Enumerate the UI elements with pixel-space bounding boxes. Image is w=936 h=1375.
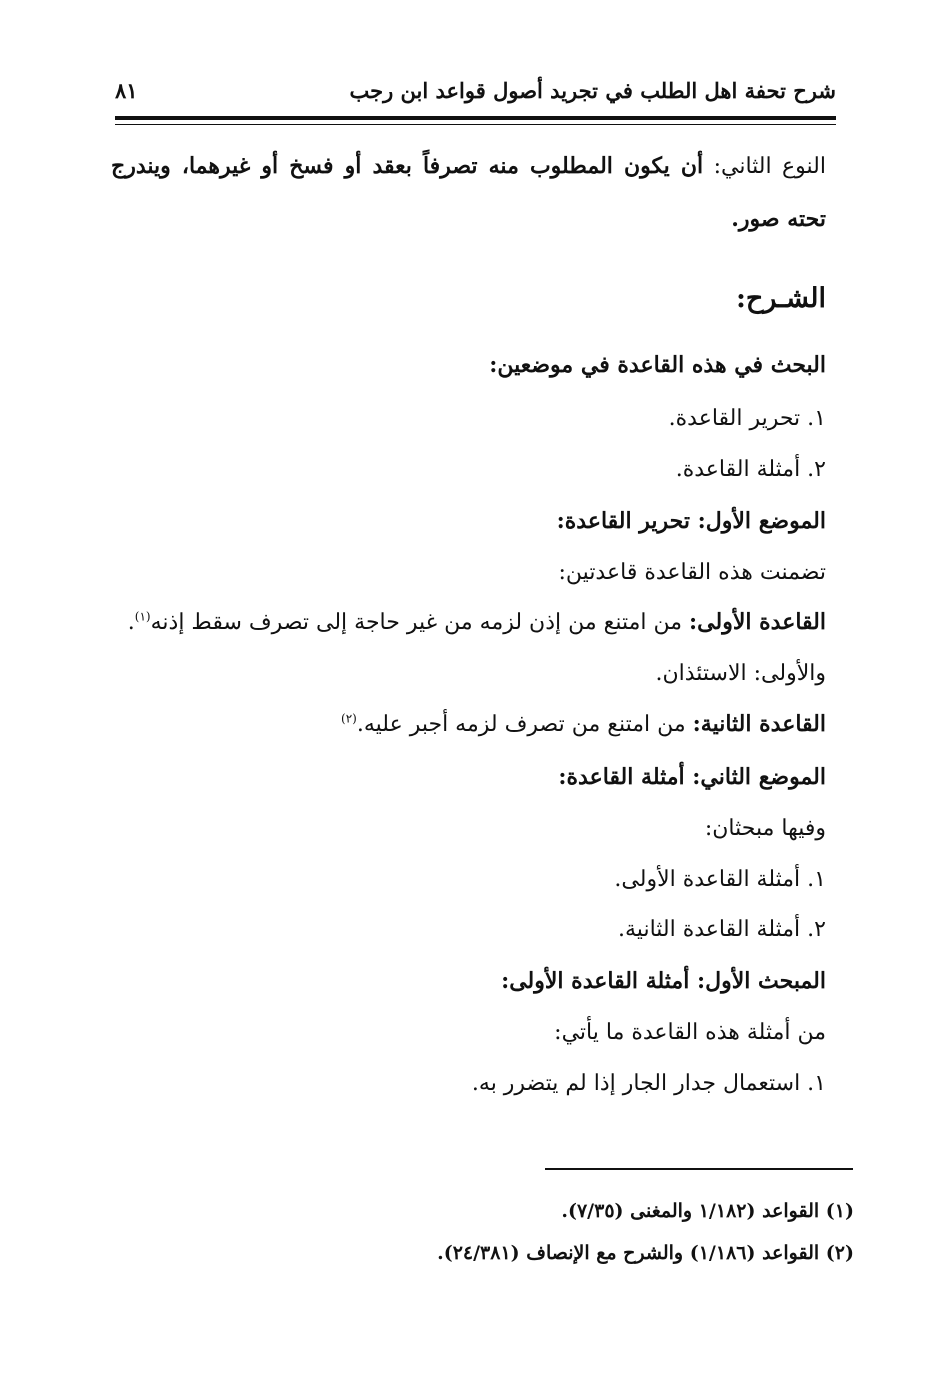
better-line — [655, 659, 826, 689]
subtopic-item-1: ١. أمثلة القاعدة الأولى. — [614, 867, 826, 892]
intro-text: أن يكون المطلوب منه تصرفاً بعقد أو فسخ أو غيرهما، ويندرج تحته صور. — [111, 153, 826, 232]
better-text: الاستئذان. — [655, 661, 747, 686]
subtopic-item-2: ٢. أمثلة القاعدة الثانية. — [618, 917, 826, 942]
rule-one-label: القاعدة الأولى: — [689, 609, 826, 635]
two-topics-text: وفيها مبحثان: — [704, 816, 826, 841]
intro-label: النوع الثاني: — [713, 154, 826, 179]
page-header — [115, 78, 836, 114]
rule-two-label: القاعدة الثانية: — [692, 711, 826, 737]
contains-text: تضمنت هذه القاعدة قاعدتين: — [558, 560, 826, 585]
header-rule-thick — [115, 116, 836, 120]
footnote-1: (١) القواعد (١/١٨٢ والمغنى (٧/٣٥). — [561, 1200, 854, 1222]
topic-item-1: ١. تحرير القاعدة. — [668, 406, 826, 431]
rule-one-text: من امتنع من إذن لزمه من غير حاجة إلى تصرف سقط إذنه — [150, 610, 683, 635]
topic-one-heading: المبحث الأول: أمثلة القاعدة الأولى: — [501, 968, 826, 994]
header-rule-thin — [115, 124, 836, 125]
examples-intro: من أمثلة هذه القاعدة ما يأتي: — [554, 1020, 826, 1045]
topic-item-2: ٢. أمثلة القاعدة. — [675, 457, 826, 482]
rule-one-end: . — [127, 610, 135, 635]
page-number: ٨١ — [115, 78, 138, 103]
rule-two-line — [341, 709, 826, 740]
place-one-heading: الموضع الأول: تحرير القاعدة: — [556, 508, 826, 534]
footnote-ref-2: (٢) — [341, 711, 357, 726]
intro-paragraph — [111, 140, 826, 246]
rule-one-line — [128, 607, 826, 638]
place-two-heading: الموضع الثاني: أمثلة القاعدة: — [558, 764, 826, 790]
rule-two-text: من امتنع من تصرف لزمه أجبر عليه. — [356, 712, 686, 737]
running-title: شرح تحفة اهل الطلب في تجريد أصول قواعد ابن رجب — [349, 78, 836, 103]
research-heading: البحث في هذه القاعدة في موضعين: — [489, 352, 826, 378]
footnote-separator — [545, 1168, 853, 1170]
example-item-1: ١. استعمال جدار الجار إذا لم يتضرر به. — [471, 1071, 826, 1096]
sharh-heading: الشـرح: — [735, 283, 826, 314]
footnote-ref-1: (١) — [134, 609, 151, 624]
footnote-2: (٢) القواعد (١/١٨٦) والشرح مع الإنصاف (٢٤/٣٨١). — [437, 1242, 854, 1264]
better-label: والأولى: — [753, 661, 826, 686]
